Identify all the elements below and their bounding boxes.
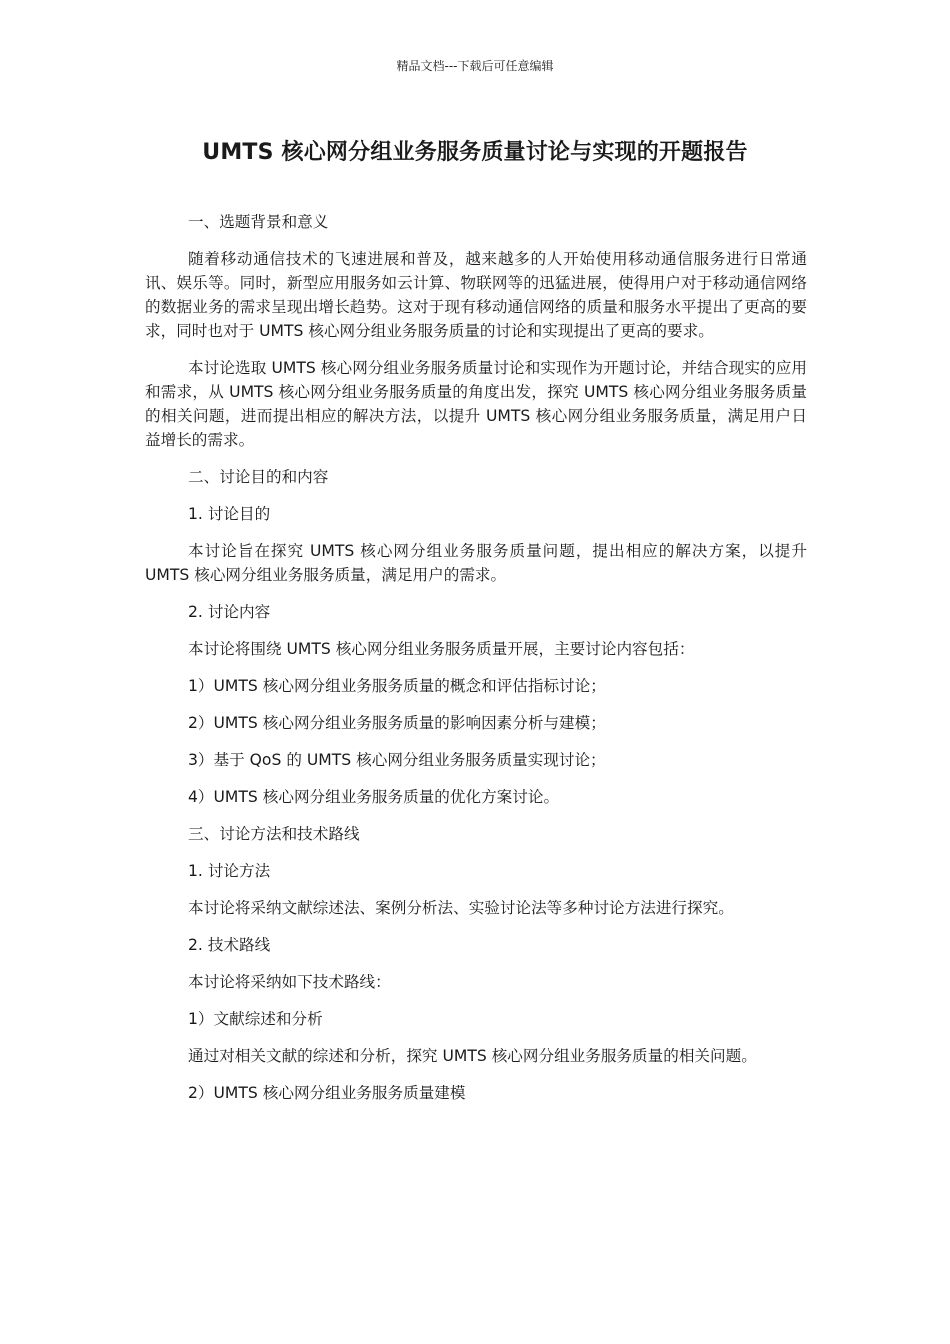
section-heading-goals: 二、讨论目的和内容 (188, 468, 329, 486)
document-body (145, 210, 807, 1118)
paragraph-content-intro: 本讨论将围绕 UMTS 核心网分组业务服务质量开展，主要讨论内容包括： (188, 640, 695, 658)
subheading-content: 2. 讨论内容 (188, 603, 271, 621)
list-item-route-2: 2）UMTS 核心网分组业务服务质量建模 (188, 1084, 466, 1102)
list-item-content-4: 4）UMTS 核心网分组业务服务质量的优化方案讨论。 (188, 788, 560, 806)
paragraph-route-intro: 本讨论将采纳如下技术路线： (188, 973, 391, 991)
paragraph-background: 随着移动通信技术的飞速进展和普及，越来越多的人开始使用移动通信服务进行日常通讯、娱乐等。同时，新型应用服务如云计算、物联网等的迅猛进展，使得用户对于移动通信网络的数据业务的需求呈现出增长趋势。这对于现有移动通信网络的质量和服务水平提出了更高的要求，同时也对于 UMTS 核心网分组业务服务质量的讨论和实现提出了更高的要求。 (145, 250, 807, 340)
paragraph-route-1: 通过对相关文献的综述和分析，探究 UMTS 核心网分组业务服务质量的相关问题。 (188, 1047, 757, 1065)
section-heading-background: 一、选题背景和意义 (188, 213, 329, 231)
list-item-route-1: 1）文献综述和分析 (188, 1010, 323, 1028)
page-header: 精品文档---下载后可任意编辑 (396, 59, 554, 73)
section-heading-methods: 三、讨论方法和技术路线 (188, 825, 360, 843)
paragraph-topic-selection: 本讨论选取 UMTS 核心网分组业务服务质量讨论和实现作为开题讨论，并结合现实的应用和需求，从 UMTS 核心网分组业务服务质量的角度出发，探究 UMTS 核心网分组业务服务质量的相关问题，进而提出相应的解决方法，以提升 UMTS 核心网分组业务服务质量，满足用户日益增长的需求。 (145, 359, 807, 449)
list-item-content-1: 1）UMTS 核心网分组业务服务质量的概念和评估指标讨论； (188, 677, 606, 695)
list-item-content-3: 3）基于 QoS 的 UMTS 核心网分组业务服务质量实现讨论； (188, 751, 606, 769)
document-title: UMTS 核心网分组业务服务质量讨论与实现的开题报告 (202, 140, 748, 165)
subheading-route: 2. 技术路线 (188, 936, 271, 954)
list-item-content-2: 2）UMTS 核心网分组业务服务质量的影响因素分析与建模； (188, 714, 606, 732)
subheading-method: 1. 讨论方法 (188, 862, 271, 880)
subheading-goal: 1. 讨论目的 (188, 505, 271, 523)
paragraph-goal: 本讨论旨在探究 UMTS 核心网分组业务服务质量问题，提出相应的解决方案，以提升 UMTS 核心网分组业务服务质量，满足用户的需求。 (145, 542, 807, 584)
paragraph-method: 本讨论将采纳文献综述法、案例分析法、实验讨论法等多种讨论方法进行探究。 (188, 899, 734, 917)
